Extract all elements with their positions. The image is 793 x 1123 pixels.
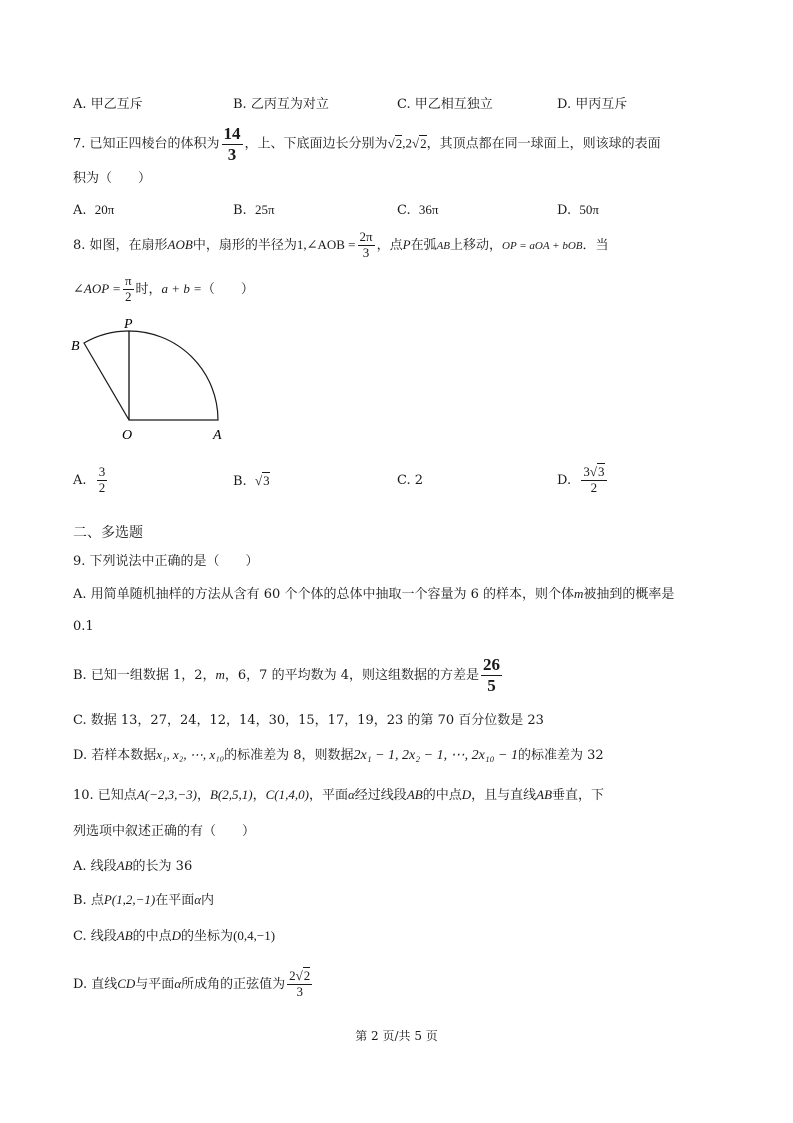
q8-option-b: B. √3 [233, 473, 270, 489]
q10-option-c: C. 线段AB的中点D的坐标为(0,4,−1) [73, 928, 276, 944]
q7-edges: √2,2√2 [387, 135, 427, 151]
q10-option-d: D. 直线CD与平面α所成角的正弦值为 $\frac{2√2}{3}$ [73, 968, 311, 999]
q7-stem: 7. 已知正四棱台的体积为 $\frac{14}{3}$ ，上、下底面边长分别为√2,2√2，其顶点都在同一球面上，则该球的表面 [73, 124, 661, 164]
q8-figure [60, 310, 260, 450]
q9-option-a: A. 用简单随机抽样的方法从含有 60 个个体的总体中抽取一个容量为 6 的样本，则个体m被抽到的概率是 [73, 586, 675, 602]
q7-volume-fraction: $\frac{14}{3}$ [223, 124, 241, 164]
q7-option-d: D. 50π [557, 202, 599, 218]
label-b: B [71, 339, 80, 354]
q7-stem-cont: 积为（ ） [73, 171, 152, 186]
q8-option-d: D. $\frac{3√3}{2}$ [557, 464, 605, 495]
q6-option-a: A. 甲乙互斥 [73, 97, 143, 112]
q8-option-a: A. $\frac{3}{2}$ [73, 464, 106, 495]
section-title: 二、多选题 [73, 525, 143, 541]
q8-stem: 8. 如图，在扇形AOB中，扇形的半径为1,∠AOB = $\frac{2\pi}{3}$ ，点P在弧AB上移动，OP = aOA + bOB．当 [73, 229, 609, 260]
label-o: O [122, 428, 133, 443]
q9-option-b: B. 已知一组数据 1，2，m，6，7 的平均数为 4，则这组数据的方差是 $\frac{26}{5}$ [73, 655, 500, 695]
q10-stem: 10. 已知点A(−2,3,−3)，B(2,5,1)，C(1,4,0)，平面α经过线段AB的中点D，且与直线AB垂直，下 [73, 787, 605, 803]
label-p: P [124, 317, 133, 332]
label-a: A [213, 428, 222, 443]
q9-option-d: D. 若样本数据x₁, x₂, ⋯, x₁₀的标准差为 8，则数据2x₁ − 1, 2x₂ − 1, ⋯, 2x₁₀ − 1的标准差为 32 [73, 747, 604, 763]
q7-option-b: B. 25π [233, 202, 275, 218]
q10-option-a: A. 线段AB的长为 36 [73, 858, 193, 874]
q9-stem: 9. 下列说法中正确的是（ ） [73, 554, 259, 569]
q10-stem-cont: 列选项中叙述正确的有（ ） [73, 824, 256, 839]
q7-option-c: C. 36π [397, 202, 439, 218]
page-footer: 第 2 页/共 5 页 [355, 1029, 438, 1043]
q7-option-a: A. 20π [73, 202, 115, 218]
q9-option-a-cont: 0.1 [73, 619, 94, 634]
q10-option-b: B. 点P(1,2,−1)在平面α内 [73, 892, 215, 908]
q6-option-b: B. 乙丙互为对立 [233, 97, 329, 112]
sector-left-part [84, 331, 129, 420]
q9-option-c: C. 数据 13，27，24，12，14，30，15，17，19，23 的第 70 百分位数是 23 [73, 713, 544, 728]
sector-outline [129, 331, 218, 420]
q8-option-c: C. 2 [397, 473, 424, 488]
q6-option-d: D. 甲丙互斥 [557, 97, 628, 112]
q8-stem-cont: ∠AOP = $\frac{\pi}{2}$ 时，a + b =（ ） [73, 273, 254, 304]
q6-option-c: C. 甲乙相互独立 [397, 97, 493, 112]
